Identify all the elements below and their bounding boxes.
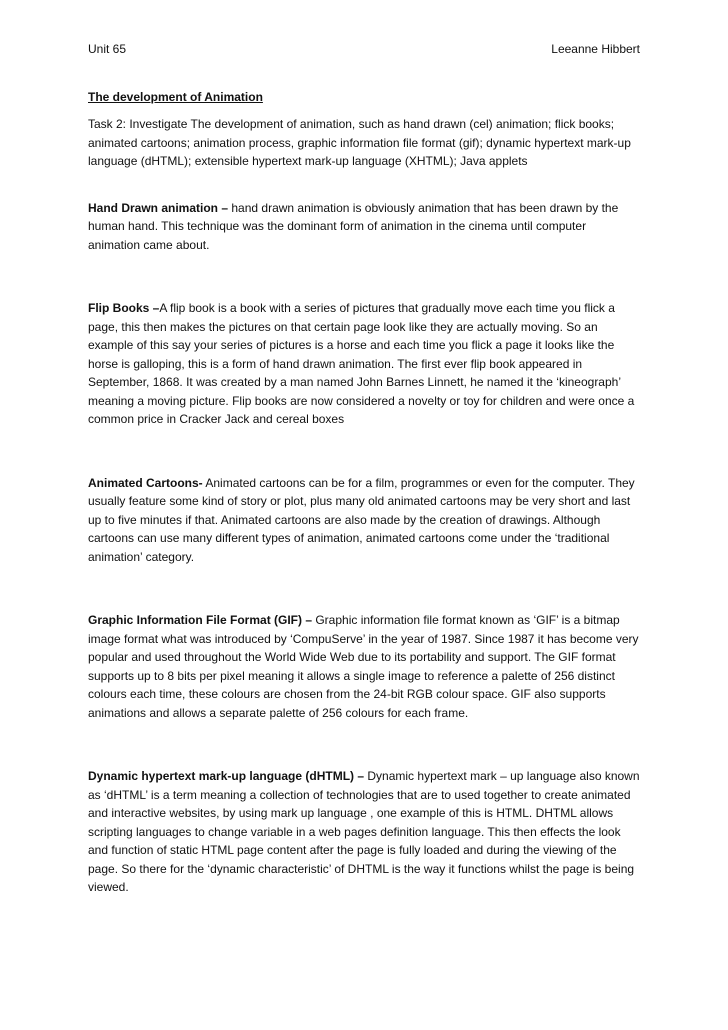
section-paragraph: [88, 199, 640, 255]
section-hand-drawn: [88, 199, 640, 255]
section-text: hand drawn animation is obviously animation that has been drawn by the human hand. This technique was the dominant form of animation in the cinema until computer animation came about.: [88, 200, 619, 252]
section-paragraph: [88, 474, 640, 567]
document-page: [88, 40, 640, 897]
section-term: Animated Cartoons-: [88, 475, 203, 490]
header-unit: Unit 65: [88, 42, 127, 56]
section-flip-books: [88, 299, 640, 429]
section-paragraph: [88, 611, 640, 722]
section-text: Graphic information file format known as ‘GIF’ is a bitmap image format what was introduced by ‘CompuServe’ in the year of 1987. Since 1987 it has become very popular and used throughout the World Wide Web due to its portability and support. The GIF format supports up to 8 bits per pixel meaning it allows a single image to reference a palette of 256 distinct colours each time, these colours are chosen from the 24-bit RGB colour space. GIF also supports animations and allows a separate palette of 256 colours for each frame.: [88, 613, 639, 720]
section-term: Hand Drawn animation –: [88, 200, 229, 215]
section-paragraph: [88, 767, 640, 897]
page-header: [88, 40, 640, 58]
section-paragraph: [88, 299, 640, 429]
section-dhtml: [88, 767, 640, 897]
section-text: A flip book is a book with a series of pictures that gradually move each time you flick a page, this then makes the pictures on that certain page look like they are actually moving. So an example of this say your series of pictures is a horse and each time you flick a page it looks like the horse is galloping, this is a form of hand drawn animation. The first ever flip book appeared in September, 1868. It was created by a man named John Barnes Linnett, he named it the ‘kineograph’ meaning a moving picture. Flip books are now considered a novelty or toy for children and were once a common price in Cracker Jack and cereal boxes: [88, 301, 635, 426]
section-text: Animated cartoons can be for a film, programmes or even for the computer. They usually feature some kind of story or plot, plus many old animated cartoons may be very short and last up to five minutes if that. Animated cartoons are also made by the creation of drawings. Although cartoons can use many different types of animation, animated cartoons come under the ‘traditional animation’ category.: [88, 475, 635, 564]
section-text: Dynamic hypertext mark – up language also known as ‘dHTML’ is a term meaning a collection of technologies that are to used together to create animated and interactive websites, by using mark up language , one example of this is HTML. DHTML allows scripting languages to change variable in a web pages definition language. This then effects the look and function of static HTML page content after the page is fully loaded and during the viewing of the page. So there for the ‘dynamic characteristic’ of DHTML is the way it functions whilst the page is being viewed.: [88, 769, 640, 894]
section-gif: [88, 611, 640, 722]
header-author: Leeanne Hibbert: [551, 42, 640, 56]
section-term: Graphic Information File Format (GIF) –: [88, 613, 313, 627]
section-term: Flip Books –: [88, 301, 160, 315]
task-description: Task 2: Investigate The development of animation, such as hand drawn (cel) animation; flick books; animated cartoons; animation process, graphic information file format (gif); dynamic hypertext mark-up language (dHTML); extensible hypertext mark-up language (XHTML); Java applets: [88, 117, 631, 168]
document-title: The development of Animation: [88, 90, 263, 104]
section-animated-cartoons: [88, 474, 640, 567]
section-term: Dynamic hypertext mark-up language (dHTML) –: [88, 769, 365, 783]
